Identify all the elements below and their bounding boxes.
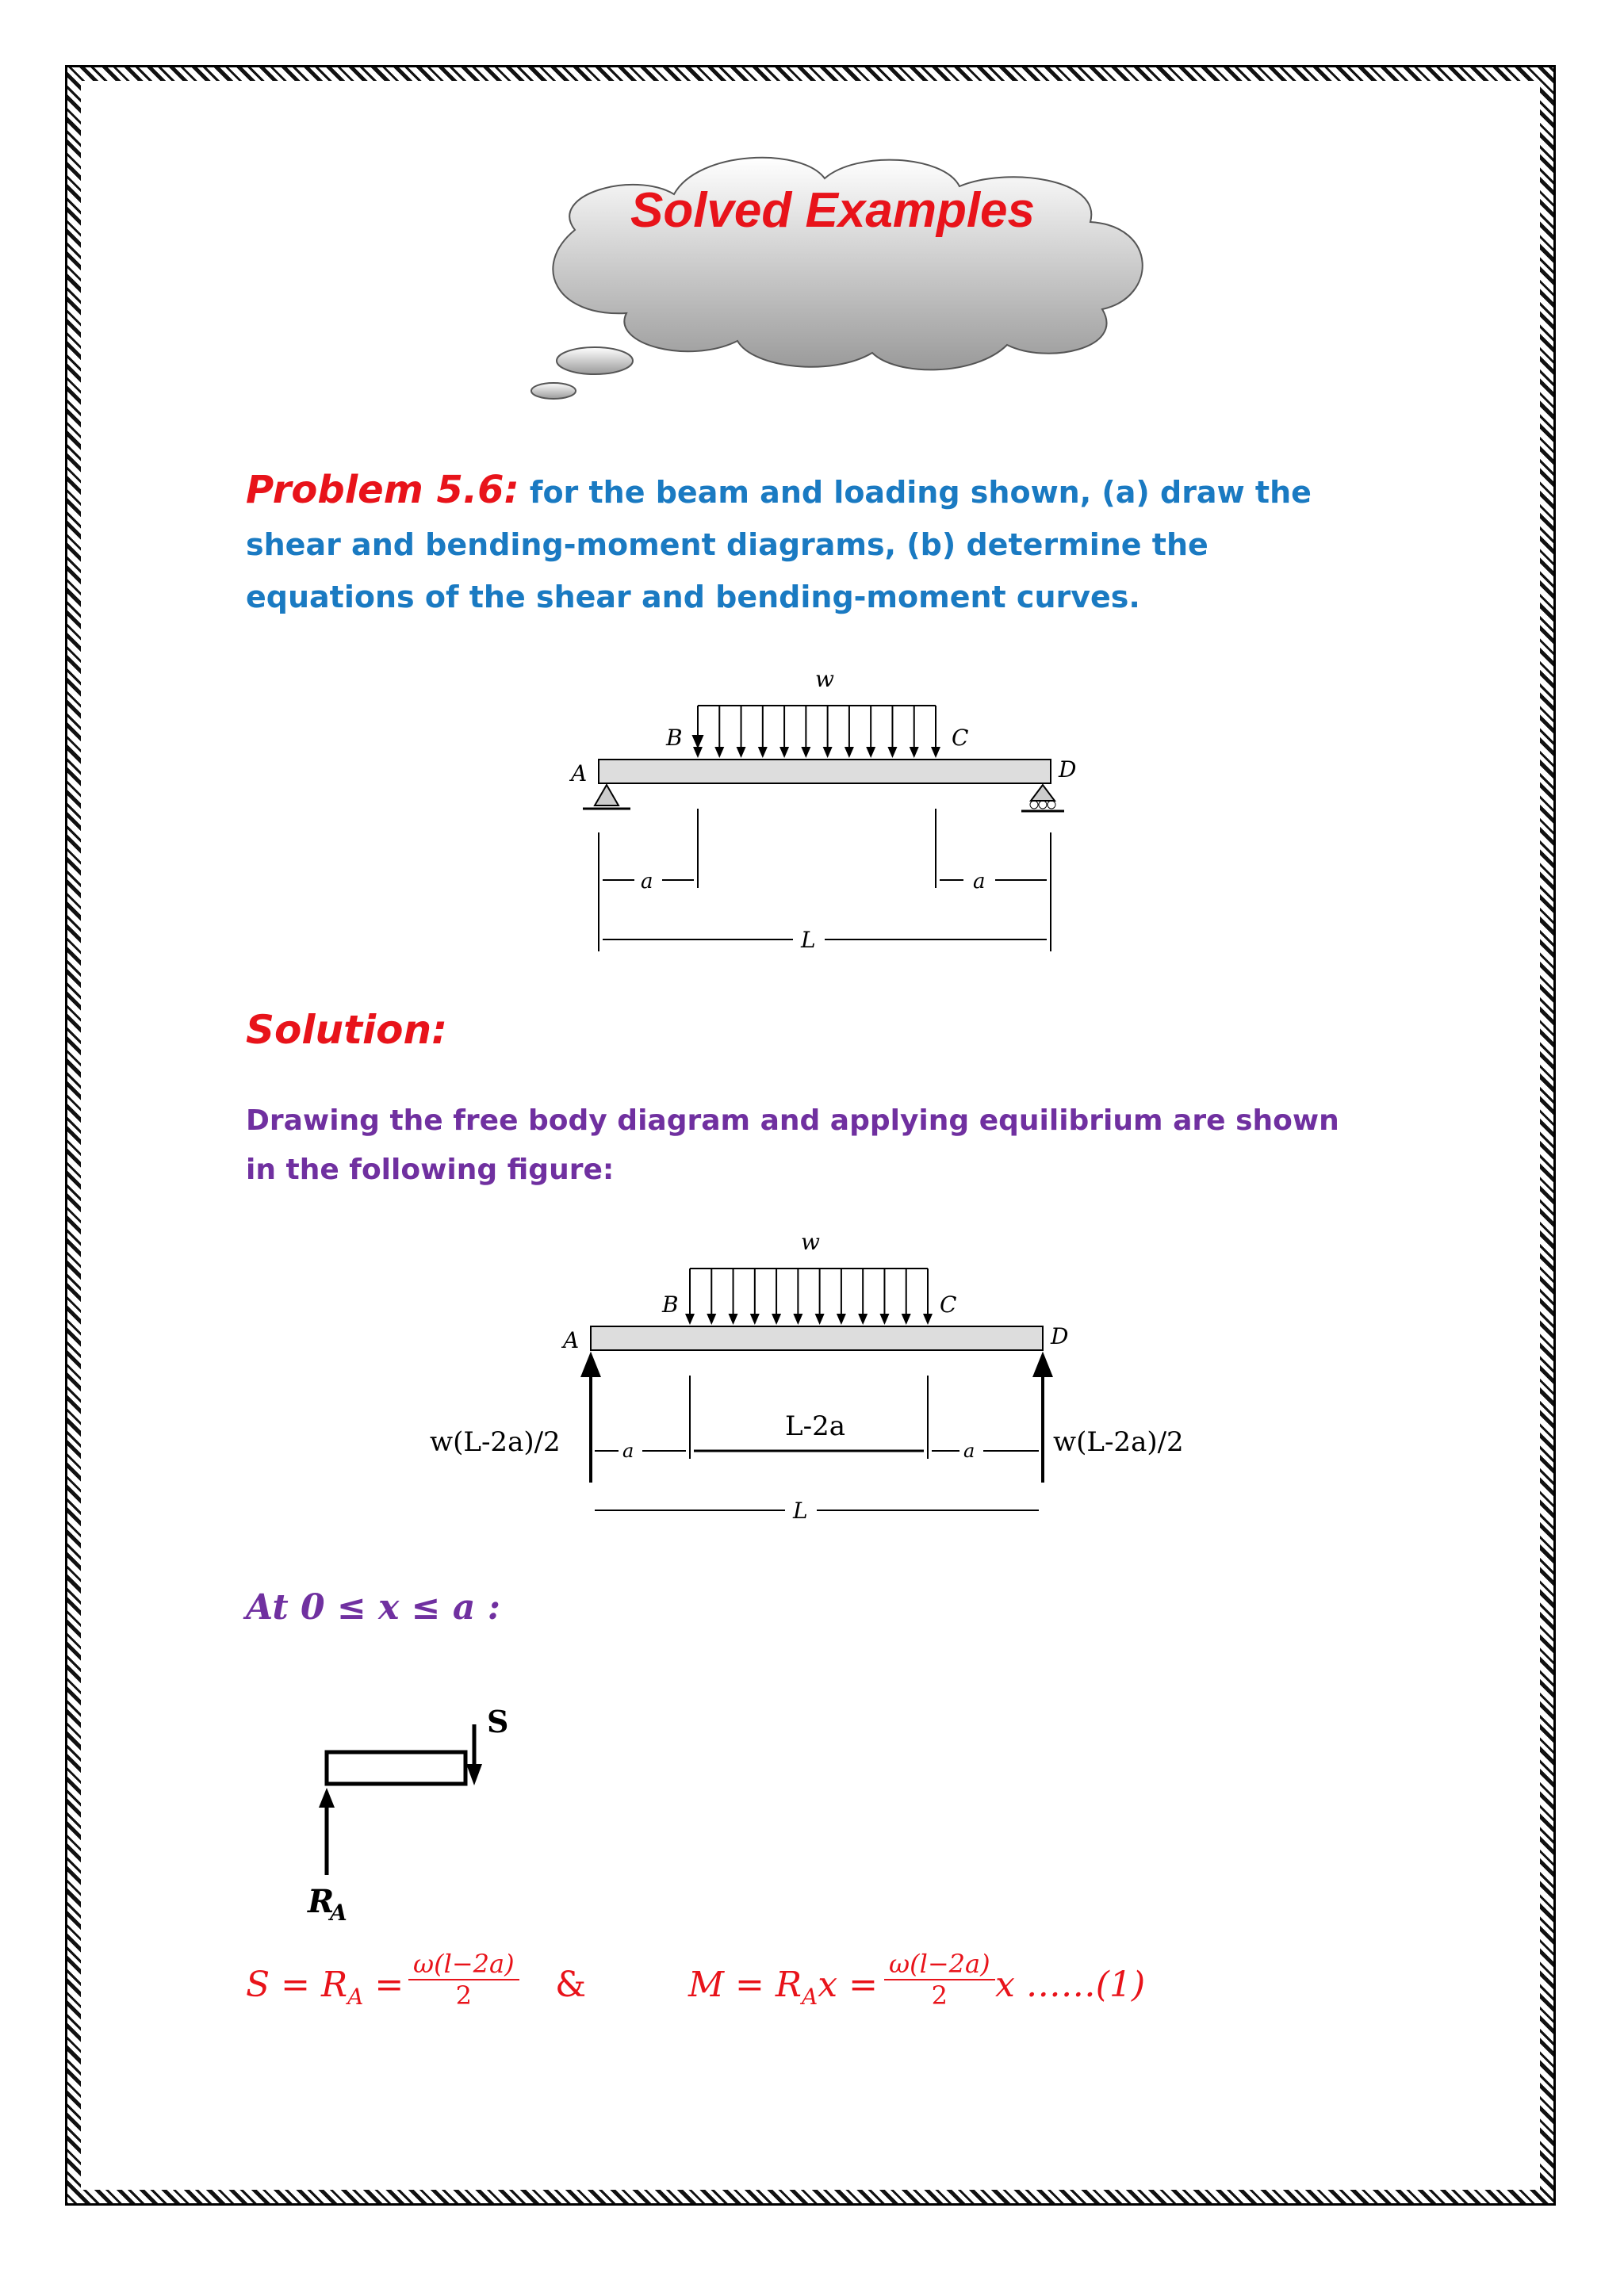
load-arrowhead	[693, 747, 703, 758]
reaction-left-label: w(L-2a)/2	[430, 1426, 561, 1458]
load-arrowhead	[801, 747, 810, 758]
load-arrowhead	[923, 1314, 933, 1325]
dim-l: L	[801, 927, 816, 953]
moment-eq-tail: x ……(1)	[995, 1965, 1146, 2005]
segment-beam	[327, 1752, 465, 1784]
load-arrowhead	[793, 1314, 802, 1325]
point-d: D	[1059, 756, 1077, 783]
point-b: B	[666, 725, 683, 751]
page-title: Solved Examples	[630, 183, 1036, 238]
load-arrowhead	[729, 1314, 738, 1325]
load-arrowhead	[845, 747, 854, 758]
fbd-point-c: C	[940, 1292, 957, 1318]
fbd-dim-mid: L-2a	[785, 1410, 845, 1442]
beam-loading-figure	[547, 658, 1102, 967]
segment-diagram	[293, 1697, 547, 1927]
shear-eq-fraction: $\frac{\omega(l-2a)}{2}$	[408, 1949, 519, 2011]
solution-heading: Solution:	[246, 1007, 448, 1053]
load-arrowhead	[815, 1314, 825, 1325]
beam	[599, 760, 1051, 783]
fbd-dim-a-left: a	[622, 1440, 634, 1462]
fbd-dim-a-right: a	[963, 1440, 975, 1462]
case-range: At 0 ≤ x ≤ a :	[246, 1587, 500, 1628]
load-arrowhead	[858, 1314, 868, 1325]
dim-a-left: a	[641, 870, 653, 894]
load-arrowhead	[737, 747, 746, 758]
load-label: w	[815, 666, 834, 692]
reaction-arrow	[319, 1788, 335, 1808]
point-c: C	[952, 725, 969, 751]
load-arrowhead	[866, 747, 875, 758]
dim-a-right: a	[973, 870, 986, 894]
load-arrowhead	[750, 1314, 760, 1325]
problem-label: Problem 5.6:	[246, 468, 519, 512]
reaction-right-label: w(L-2a)/2	[1053, 1426, 1184, 1458]
fbd-point-b: B	[662, 1292, 679, 1318]
problem-text: for the beam and loading shown, (a) draw the shear and bending-moment diagrams, (b) determine the equations of the shear and bending-moment curves.	[246, 475, 1312, 614]
ampersand: &	[555, 1965, 587, 2005]
load-arrowhead	[887, 747, 897, 758]
problem-statement	[246, 464, 1356, 623]
shear-eq-lhs: $S = R_A$ =	[246, 1965, 404, 2010]
pin-support-a	[595, 785, 619, 806]
load-arrowhead	[931, 747, 940, 758]
fbd-beam	[591, 1326, 1043, 1350]
reaction-sub: A	[330, 1900, 347, 1926]
moment-eq-fraction: $\frac{\omega(l-2a)}{2}$	[884, 1949, 995, 2011]
load-arrowhead	[707, 1314, 716, 1325]
load-arrowhead	[685, 1314, 695, 1325]
load-arrowhead	[779, 747, 789, 758]
load-arrowhead	[714, 747, 724, 758]
roller-support-d	[1031, 785, 1055, 801]
fbd-point-a: A	[563, 1327, 580, 1353]
load-arrowhead	[910, 747, 919, 758]
fbd-load-label: w	[801, 1229, 820, 1255]
load-arrowhead	[758, 747, 768, 758]
load-arrowhead	[902, 1314, 911, 1325]
load-arrowhead	[879, 1314, 889, 1325]
fbd-point-d: D	[1051, 1323, 1069, 1349]
moment-eq-lhs: $M = R_Ax$ =	[688, 1965, 878, 2010]
shear-arrow	[466, 1764, 482, 1785]
point-a: A	[571, 760, 588, 786]
load-arrowhead	[837, 1314, 846, 1325]
reaction-label: R	[308, 1883, 335, 1920]
distributed-load-arrows	[693, 706, 936, 747]
rollers	[1030, 801, 1055, 809]
fbd-dim-l: L	[793, 1498, 808, 1524]
load-arrowhead	[772, 1314, 781, 1325]
shear-label: S	[487, 1704, 509, 1739]
title-cloud	[500, 147, 1213, 408]
solution-intro: Drawing the free body diagram and applying equilibrium are shown in the following figure:	[246, 1104, 1339, 1186]
load-arrowhead	[823, 747, 833, 758]
free-body-diagram	[420, 1221, 1253, 1538]
